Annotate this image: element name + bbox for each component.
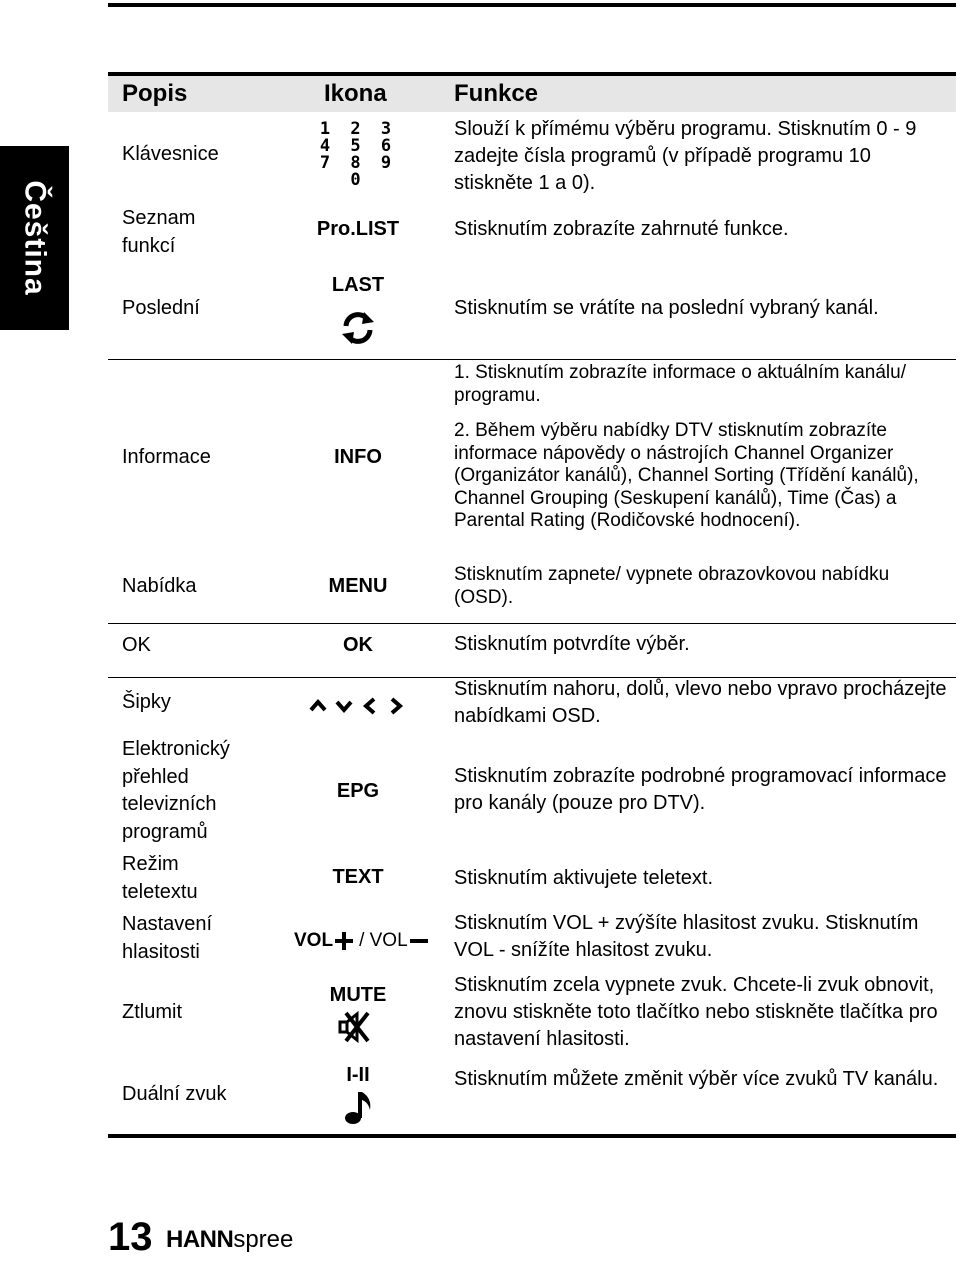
top-rule bbox=[108, 3, 956, 7]
dual-label: I-II bbox=[346, 1064, 370, 1086]
table-row-epg bbox=[108, 736, 956, 850]
brand-light: spree bbox=[233, 1226, 294, 1253]
fn-volume: Stisknutím VOL + zvýšíte hlasitost zvuku. Stisknutím VOL - snížíte hlasitost zvuku. bbox=[454, 912, 919, 961]
desc-menu: Nabídka bbox=[122, 575, 197, 597]
arrow-up-icon bbox=[308, 696, 328, 716]
table-row-keypad bbox=[108, 112, 956, 198]
last-label: LAST bbox=[331, 274, 385, 296]
menu-icon: MENU bbox=[328, 575, 388, 597]
desc-last: Poslední bbox=[122, 297, 200, 319]
recall-icon bbox=[338, 308, 378, 348]
table-row-text bbox=[108, 850, 956, 910]
table-bottom-rule bbox=[108, 1134, 956, 1138]
minus-icon bbox=[410, 932, 428, 950]
vol-minus-label: / VOL bbox=[359, 930, 408, 951]
fn-mute: Stisknutím zcela vypnete zvuk. Chcete-li zvuk obnovit, znovu stiskněte toto tlačítko nebo stiskněte tlačítka pro nastavení hlasitosti. bbox=[454, 974, 938, 1050]
arrow-icons bbox=[308, 696, 406, 716]
table-row-ok bbox=[108, 624, 956, 676]
desc-ok: OK bbox=[122, 634, 151, 656]
fn-text: Stisknutím aktivujete teletext. bbox=[454, 867, 714, 889]
info-icon: INFO bbox=[334, 446, 382, 468]
desc-epg: Elektronický přehled televizních programů bbox=[122, 738, 230, 843]
desc-list: Seznam funkcí bbox=[122, 207, 196, 257]
table-row-mute bbox=[108, 972, 956, 1058]
plus-icon bbox=[335, 932, 353, 950]
ok-icon: OK bbox=[343, 634, 373, 656]
fn-menu: Stisknutím zapnete/ vypnete obrazovkovou nabídku (OSD). bbox=[454, 564, 890, 608]
language-tab bbox=[0, 146, 69, 330]
desc-text: Režim teletextu bbox=[122, 853, 198, 903]
fn-keypad: Slouží k přímému výběru programu. Stisknutím 0 - 9 zadejte čísla programů (v případě programu 10 stiskněte 1 a 0). bbox=[454, 118, 917, 194]
table-row-last bbox=[108, 264, 956, 356]
table-header bbox=[108, 72, 956, 112]
desc-keypad: Klávesnice bbox=[122, 143, 219, 165]
mute-icon bbox=[338, 1010, 374, 1044]
fn-info-1: 1. Stisknutím zobrazíte informace o aktuálním kanálu/ programu. bbox=[454, 362, 906, 406]
desc-mute: Ztlumit bbox=[122, 1001, 182, 1023]
fn-ok: Stisknutím potvrdíte výběr. bbox=[454, 633, 690, 655]
brand-logo bbox=[166, 1226, 293, 1254]
table-row-volume bbox=[108, 910, 956, 972]
keypad-line-2: 4 5 6 bbox=[319, 136, 397, 156]
table-row-arrows bbox=[108, 678, 956, 736]
music-note-icon bbox=[344, 1090, 374, 1126]
brand-bold: HANN bbox=[166, 1226, 234, 1253]
arrow-left-icon bbox=[360, 696, 380, 716]
keypad-line-1: 1 2 3 bbox=[319, 119, 397, 139]
keypad-line-3: 7 8 9 bbox=[319, 153, 397, 173]
desc-arrows: Šipky bbox=[122, 691, 171, 713]
epg-icon: EPG bbox=[336, 780, 380, 802]
fn-arrows: Stisknutím nahoru, dolů, vlevo nebo vpravo procházejte nabídkami OSD. bbox=[454, 678, 947, 727]
volume-icon bbox=[294, 930, 428, 952]
vol-label: VOL bbox=[294, 930, 334, 951]
language-tab-label: Čeština bbox=[18, 180, 52, 296]
desc-dual: Duální zvuk bbox=[122, 1083, 227, 1105]
mute-label: MUTE bbox=[329, 984, 387, 1006]
keypad-icon bbox=[288, 121, 428, 189]
fn-last: Stisknutím se vrátíte na poslední vybraný kanál. bbox=[454, 297, 879, 319]
text-icon: TEXT bbox=[332, 866, 384, 888]
fn-dual: Stisknutím můžete změnit výběr více zvuků TV kanálu. bbox=[454, 1068, 939, 1090]
header-ikona: Ikona bbox=[324, 80, 387, 107]
desc-info: Informace bbox=[122, 446, 211, 468]
keypad-line-4: 0 bbox=[350, 170, 366, 190]
header-popis: Popis bbox=[122, 80, 188, 107]
header-funkce: Funkce bbox=[454, 80, 539, 107]
page-number: 13 bbox=[108, 1215, 153, 1259]
arrow-right-icon bbox=[386, 696, 406, 716]
arrow-down-icon bbox=[334, 696, 354, 716]
table-row-list bbox=[108, 198, 956, 264]
fn-list: Stisknutím zobrazíte zahrnuté funkce. bbox=[454, 218, 789, 240]
table-row-menu bbox=[108, 560, 956, 620]
table-row-dual bbox=[108, 1060, 956, 1134]
fn-info-2: 2. Během výběru nabídky DTV stisknutím zobrazíte informace nápovědy o nástrojích Channel Organizer (Organizátor kanálů), Channel Sorting (Třídění kanálů), Channel Grouping (Seskupení kanálů), Time (Čas) a Parental Rating (Rodičovské hodnocení). bbox=[454, 420, 919, 531]
desc-volume: Nastavení hlasitosti bbox=[122, 913, 213, 963]
fn-epg: Stisknutím zobrazíte podrobné programovací informace pro kanály (pouze pro DTV). bbox=[454, 765, 947, 814]
table-row-info bbox=[108, 360, 956, 560]
prolist-icon: Pro.LIST bbox=[316, 218, 400, 240]
